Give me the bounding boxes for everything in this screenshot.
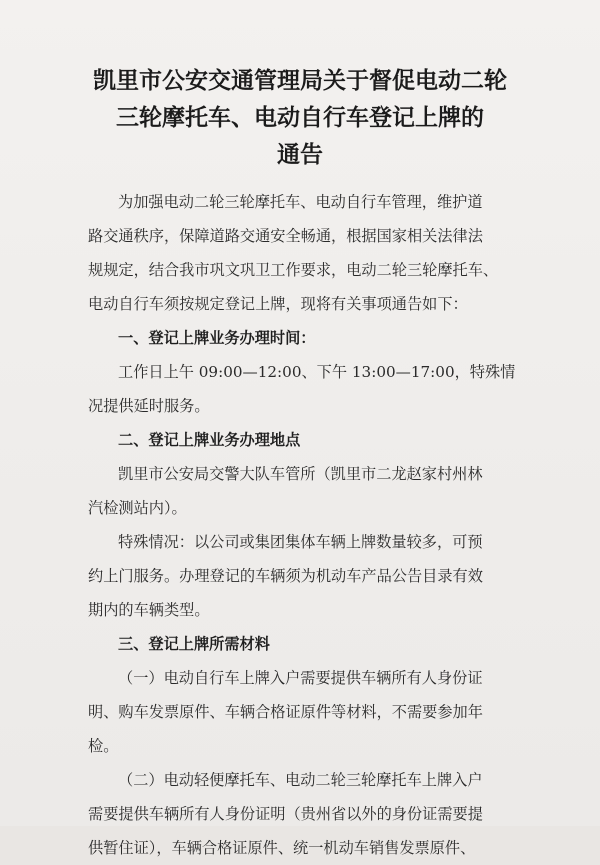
special-case-paragraph: [88, 525, 528, 627]
text-line: （一）电动自行车上牌入户需要提供车辆所有人身份证: [118, 669, 483, 687]
section-heading-time: 一、登记上牌业务办理时间：: [118, 329, 316, 347]
notice-body: [88, 185, 528, 865]
text-line: 汽检测站内）。: [88, 499, 187, 517]
text-line: 路交通秩序，保障道路交通安全畅通，根据国家相关法律法: [88, 227, 483, 245]
notice-title-line-2: 三轮摩托车、电动自行车登记上牌的: [116, 104, 484, 131]
intro-paragraph: [88, 185, 528, 321]
text-line: 电动自行车须按规定登记上牌，现将有关事项通告如下：: [88, 295, 468, 313]
text-line: 需要提供车辆所有人身份证明（贵州省以外的身份证需要提: [88, 805, 483, 823]
text-line: 凯里市公安局交警大队车管所（凯里市二龙赵家村州林: [118, 465, 483, 483]
text-line: 特殊情况：以公司或集团集体车辆上牌数量较多，可预: [118, 533, 483, 551]
text-line: 规规定，结合我市巩文巩卫工作要求，电动二轮三轮摩托车、: [88, 261, 499, 279]
materials-item-1: [88, 661, 528, 763]
notice-title-line-3: 通告: [277, 141, 323, 168]
text-line: 况提供延时服务。: [88, 397, 210, 415]
section-heading-materials: 三、登记上牌所需材料: [118, 635, 270, 653]
section-heading-location: 二、登记上牌业务办理地点: [118, 431, 301, 449]
notice-title-line-1: 凯里市公安交通管理局关于督促电动二轮: [93, 67, 507, 94]
text-line: 约上门服务。办理登记的车辆须为机动车产品公告目录有效: [88, 567, 483, 585]
location-paragraph: [88, 457, 528, 525]
text-line: 为加强电动二轮三轮摩托车、电动自行车管理，维护道: [118, 193, 483, 211]
text-line: 工作日上午 09:00—12:00、下午 13:00—17:00，特殊情: [118, 363, 516, 381]
time-paragraph: [88, 355, 528, 423]
text-line: 供暂住证），车辆合格证原件、统一机动车销售发票原件、: [88, 839, 476, 857]
text-line: 期内的车辆类型。: [88, 601, 210, 619]
text-line: 检。: [88, 737, 119, 755]
materials-item-2: [88, 763, 528, 865]
text-line: 明、购车发票原件、车辆合格证原件等材料，不需要参加年: [88, 703, 483, 721]
text-line: （二）电动轻便摩托车、电动二轮三轮摩托车上牌入户: [118, 771, 483, 789]
